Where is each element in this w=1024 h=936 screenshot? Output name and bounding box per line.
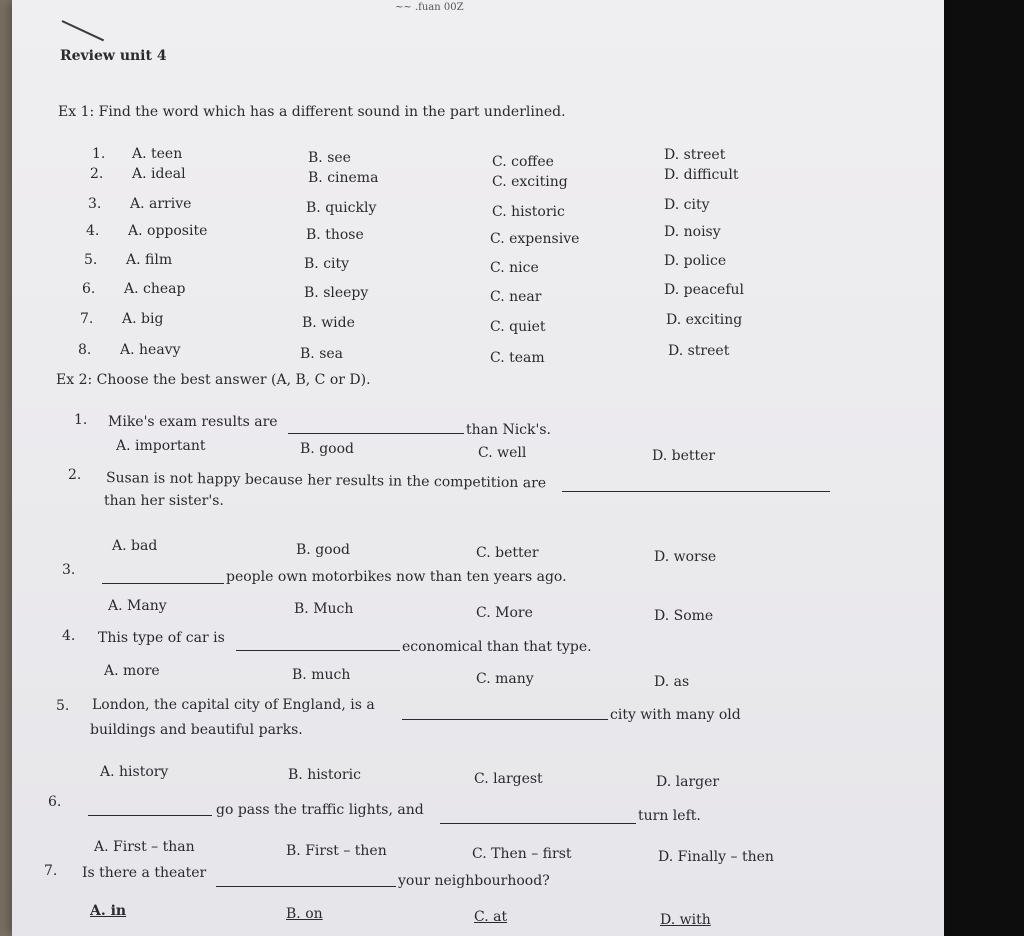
- q2-option-d[interactable]: D. worse: [654, 549, 717, 565]
- ex1-q7-option-a[interactable]: A. big: [122, 311, 164, 327]
- ex2-heading: Ex 2: Choose the best answer (A, B, C or D).: [56, 372, 371, 388]
- ex1-q7-number: 7.: [80, 311, 94, 327]
- q7-option-a[interactable]: A. in: [90, 903, 127, 919]
- q1-option-a[interactable]: A. important: [116, 438, 206, 454]
- q7-number: 7.: [44, 863, 58, 879]
- q7-option-b[interactable]: B. on: [286, 906, 323, 922]
- q1-stem-end: than Nick's.: [466, 422, 551, 438]
- q7-stem-start: Is there a theater: [82, 865, 207, 881]
- q7-stem-end: your neighbourhood?: [398, 873, 550, 889]
- ex1-q5-number: 5.: [84, 252, 98, 268]
- q5-stem-start: London, the capital city of England, is a: [92, 697, 375, 713]
- q6-stem-middle: go pass the traffic lights, and: [216, 802, 424, 818]
- q3-option-c[interactable]: C. More: [476, 605, 533, 621]
- ex1-q5-option-c[interactable]: C. nice: [490, 260, 539, 276]
- ex1-q6-option-a[interactable]: A. cheap: [124, 281, 186, 297]
- ex1-q2-option-b[interactable]: B. cinema: [308, 170, 379, 186]
- q2-answer-blank[interactable]: [562, 491, 830, 492]
- ex1-q8-number: 8.: [78, 342, 92, 358]
- q6-option-c[interactable]: C. Then – first: [472, 846, 572, 862]
- ex1-q1-option-a[interactable]: A. teen: [132, 146, 183, 162]
- q5-option-a[interactable]: A. history: [100, 764, 169, 780]
- q5-answer-blank[interactable]: [402, 719, 608, 720]
- ex1-q6-option-c[interactable]: C. near: [490, 289, 542, 305]
- ex1-q2-option-d[interactable]: D. difficult: [664, 167, 739, 183]
- q6-stem-end: turn left.: [638, 808, 701, 824]
- q7-option-c[interactable]: C. at: [474, 909, 508, 925]
- ex1-q3-option-a[interactable]: A. arrive: [130, 196, 192, 212]
- ex1-q8-option-d[interactable]: D. street: [668, 343, 730, 359]
- q5-option-c[interactable]: C. largest: [474, 771, 543, 787]
- ex1-q5-option-b[interactable]: B. city: [304, 256, 350, 272]
- q1-number: 1.: [74, 412, 88, 428]
- q1-option-d[interactable]: D. better: [652, 448, 716, 464]
- q6-option-b[interactable]: B. First – then: [286, 843, 387, 859]
- ex1-q3-number: 3.: [88, 196, 102, 212]
- q2-number: 2.: [68, 467, 82, 483]
- q2-option-c[interactable]: C. better: [476, 545, 539, 561]
- ex1-q7-option-b[interactable]: B. wide: [302, 315, 355, 331]
- ex1-q1-option-c[interactable]: C. coffee: [492, 154, 554, 170]
- q2-stem-line2: than her sister's.: [104, 493, 224, 509]
- q6-option-d[interactable]: D. Finally – then: [658, 849, 774, 865]
- ex1-q6-number: 6.: [82, 281, 96, 297]
- ex1-q7-option-d[interactable]: D. exciting: [666, 312, 743, 328]
- q3-option-b[interactable]: B. Much: [294, 601, 354, 617]
- q6-answer-blank-1[interactable]: [88, 815, 212, 816]
- page-title: Review unit 4: [60, 48, 167, 64]
- ex1-q3-option-d[interactable]: D. city: [664, 197, 710, 213]
- q5-stem-end: city with many old: [610, 707, 741, 723]
- ex1-q7-option-c[interactable]: C. quiet: [490, 319, 546, 335]
- ex1-q4-option-d[interactable]: D. noisy: [664, 224, 721, 240]
- ex1-q1-number: 1.: [92, 146, 106, 162]
- ex1-q2-option-c[interactable]: C. exciting: [492, 174, 568, 190]
- q6-answer-blank-2[interactable]: [440, 823, 636, 824]
- ex1-q5-option-d[interactable]: D. police: [664, 253, 727, 269]
- q3-answer-blank[interactable]: [102, 583, 224, 584]
- q4-option-c[interactable]: C. many: [476, 671, 534, 687]
- q7-option-d[interactable]: D. with: [660, 912, 711, 928]
- q4-option-b[interactable]: B. much: [292, 667, 351, 683]
- ex1-q8-option-a[interactable]: A. heavy: [120, 342, 181, 358]
- q1-answer-blank[interactable]: [288, 433, 464, 434]
- ex1-q1-option-d[interactable]: D. street: [664, 147, 726, 163]
- q4-answer-blank[interactable]: [236, 650, 400, 651]
- q4-stem-start: This type of car is: [98, 630, 225, 646]
- ex1-q4-option-b[interactable]: B. those: [306, 227, 364, 243]
- q4-option-a[interactable]: A. more: [104, 663, 160, 679]
- worksheet-page: [12, 0, 944, 936]
- q2-stem-line1: Susan is not happy because her results in the competition are: [105, 470, 547, 492]
- ex1-q6-option-b[interactable]: B. sleepy: [304, 285, 369, 301]
- q5-number: 5.: [56, 698, 70, 714]
- q4-stem-end: economical than that type.: [402, 639, 592, 655]
- q5-stem-line2: buildings and beautiful parks.: [90, 722, 303, 738]
- q2-option-a[interactable]: A. bad: [112, 538, 158, 554]
- ex1-q5-option-a[interactable]: A. film: [126, 252, 173, 268]
- q1-option-b[interactable]: B. good: [300, 441, 354, 457]
- ex1-q4-option-c[interactable]: C. expensive: [490, 231, 580, 247]
- q3-option-d[interactable]: D. Some: [654, 608, 714, 624]
- ex1-q4-number: 4.: [86, 223, 100, 239]
- q4-number: 4.: [62, 628, 76, 644]
- ex1-q6-option-d[interactable]: D. peaceful: [664, 282, 745, 298]
- q1-stem-start: Mike's exam results are: [108, 414, 278, 430]
- ex1-q1-option-b[interactable]: B. see: [308, 150, 351, 166]
- header-scrawl: ~~ .fuan 00Z: [395, 2, 464, 13]
- q5-option-b[interactable]: B. historic: [288, 767, 361, 783]
- ex1-q8-option-b[interactable]: B. sea: [300, 346, 344, 362]
- q4-option-d[interactable]: D. as: [654, 674, 690, 690]
- q3-number: 3.: [62, 562, 76, 578]
- ex1-q8-option-c[interactable]: C. team: [490, 350, 545, 366]
- ex1-q2-number: 2.: [90, 166, 104, 182]
- q3-stem: people own motorbikes now than ten years ago.: [226, 569, 567, 585]
- q3-option-a[interactable]: A. Many: [108, 598, 167, 614]
- ex1-q2-option-a[interactable]: A. ideal: [132, 166, 186, 182]
- q2-option-b[interactable]: B. good: [296, 542, 350, 558]
- ex1-q3-option-c[interactable]: C. historic: [492, 204, 565, 220]
- ex1-heading: Ex 1: Find the word which has a different sound in the part underlined.: [58, 104, 566, 120]
- q6-option-a[interactable]: A. First – than: [94, 839, 195, 855]
- ex1-q3-option-b[interactable]: B. quickly: [306, 200, 377, 216]
- q7-answer-blank[interactable]: [216, 886, 396, 887]
- q5-option-d[interactable]: D. larger: [656, 774, 720, 790]
- q1-option-c[interactable]: C. well: [478, 445, 527, 461]
- ex1-q4-option-a[interactable]: A. opposite: [128, 223, 208, 239]
- q6-number: 6.: [48, 794, 62, 810]
